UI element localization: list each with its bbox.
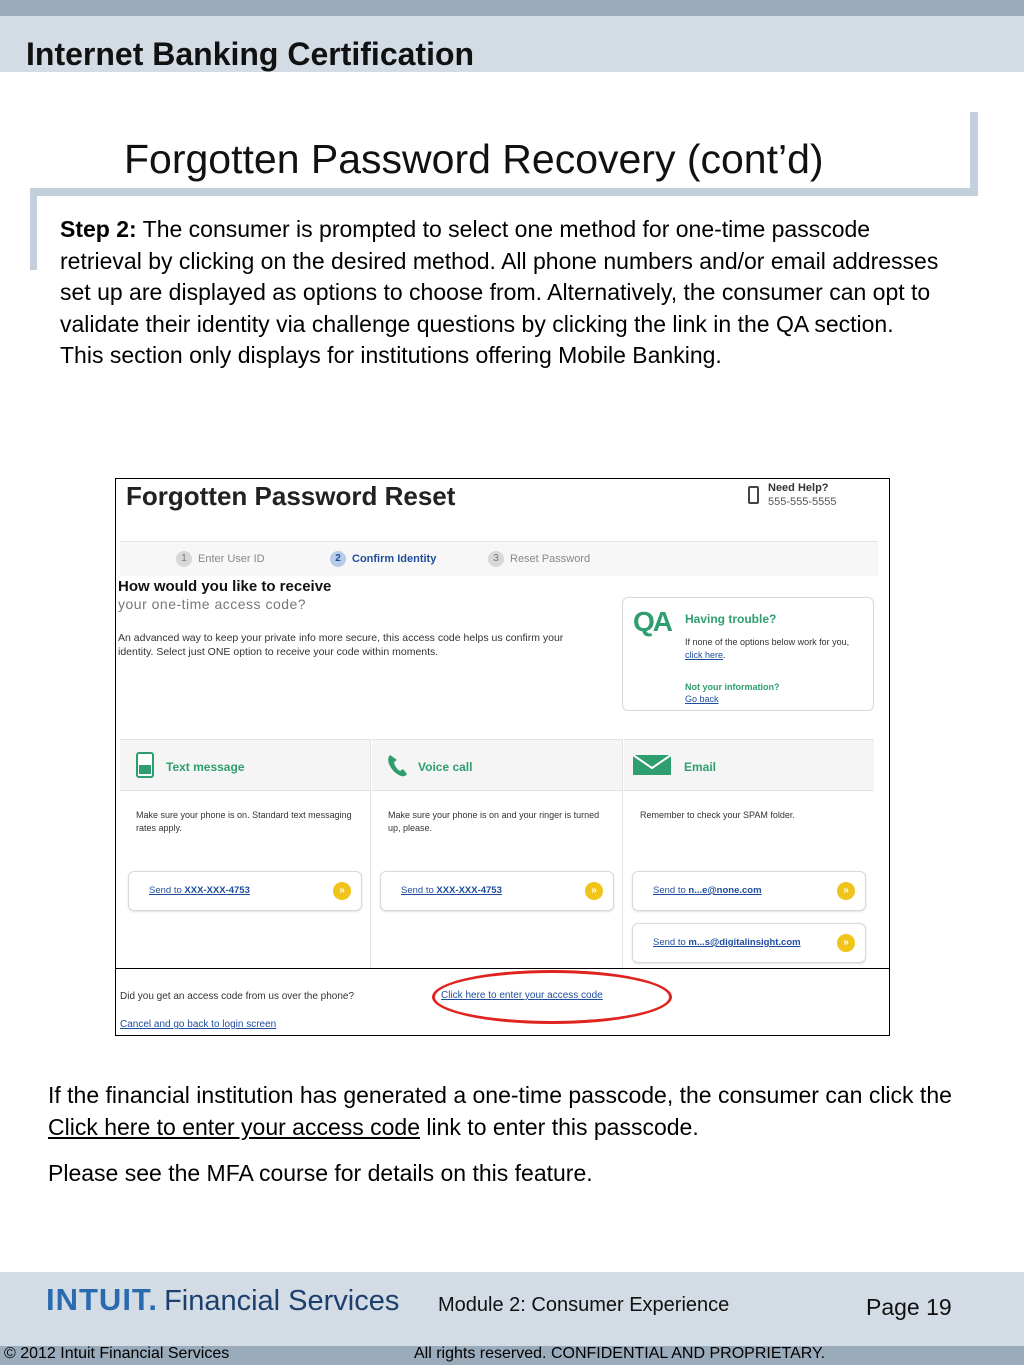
qa-title: Having trouble? <box>685 612 777 626</box>
send-prefix: Send to <box>653 885 689 896</box>
module-label: Module 2: Consumer Experience <box>438 1294 730 1316</box>
title-bracket-right <box>970 112 978 194</box>
step-note: This section only displays for institutions offering Mobile Banking. <box>60 342 722 368</box>
title-bracket-bottom <box>30 188 978 196</box>
step-label: Reset Password <box>510 552 591 565</box>
step-label: Enter User ID <box>198 552 265 565</box>
logo-text: Financial Services <box>164 1285 400 1317</box>
access-code-question: Did you get an access code from us over the phone? <box>120 991 355 1002</box>
step-label: Confirm Identity <box>352 552 437 565</box>
qa-panel <box>622 597 874 711</box>
mfa-paragraph: Please see the MFA course for details on this feature. <box>48 1160 593 1186</box>
send-prefix: Send to <box>653 937 689 948</box>
method-text: Make sure your phone is on. Standard text messaging rates apply. <box>136 810 352 833</box>
header-band <box>0 16 1024 72</box>
step-number: 1 <box>176 551 192 567</box>
qa-text-end: . <box>723 650 726 660</box>
paragraph-text: If the financial institution has generated a one-time passcode, the consumer can click the <box>48 1082 952 1108</box>
send-prefix: Send to <box>149 885 185 896</box>
step-reset-password <box>488 551 590 567</box>
qa-logo: QA <box>633 606 671 637</box>
step-number: 3 <box>488 551 504 567</box>
enter-access-code-link[interactable]: Click here to enter your access code <box>441 990 603 1001</box>
method-title: Text message <box>166 760 245 774</box>
send-label <box>149 885 250 896</box>
send-target: XXX-XXX-4753 <box>184 885 250 896</box>
send-target: m...s@digitalinsight.com <box>688 937 801 948</box>
step-label: Step 2: <box>60 216 137 242</box>
qa-text-body: If none of the options below work for you, <box>685 637 850 647</box>
method-title: Email <box>684 760 717 774</box>
send-label <box>401 885 502 896</box>
question-description: An advanced way to keep your private info more secure, this access code helps us confirm your identity. Select just ONE option to receive your code within moments. <box>118 632 564 658</box>
method-title: Voice call <box>418 760 473 774</box>
arrow-icon: » <box>333 882 351 900</box>
send-voice-button[interactable] <box>380 871 614 911</box>
send-text-button[interactable] <box>128 871 362 911</box>
top-bar <box>0 0 1024 16</box>
method-voice-call <box>372 739 623 969</box>
send-label <box>653 885 762 896</box>
qa-text <box>685 636 865 662</box>
progress-steps <box>120 541 878 576</box>
paragraph-text-end: link to enter this passcode. <box>420 1113 699 1140</box>
passcode-paragraph <box>48 1080 978 1143</box>
copyright: © 2012 Intuit Financial Services <box>4 1345 230 1362</box>
step-description <box>60 214 940 372</box>
send-email-2-button[interactable] <box>632 923 866 963</box>
method-text: Remember to check your SPAM folder. <box>640 810 795 820</box>
send-email-1-button[interactable] <box>632 871 866 911</box>
step-body: The consumer is prompted to select one method for one-time passcode retrieval by clicking on the desired method. All phone numbers and/or email addresses set up are displayed as options to choose from. Alternatively, the consumer can opt to validate their identity via challenge questions by clicking the link in the QA section. <box>60 216 939 337</box>
title-bracket-left <box>30 188 37 270</box>
intuit-logo <box>46 1282 399 1318</box>
phone-icon <box>748 486 759 504</box>
send-target: n...e@none.com <box>688 885 762 896</box>
method-header <box>624 739 874 791</box>
step-confirm-identity <box>330 551 436 567</box>
page-number: Page 19 <box>866 1294 952 1320</box>
step-number: 2 <box>330 551 346 567</box>
qa-not-your-info: Not your information? <box>685 682 780 692</box>
method-text: Make sure your phone is on and your ringer is turned up, please. <box>388 810 600 833</box>
cancel-link[interactable]: Cancel and go back to login screen <box>120 1019 277 1030</box>
qa-go-back-link[interactable]: Go back <box>685 694 719 704</box>
method-text-message <box>120 739 371 969</box>
arrow-icon: » <box>585 882 603 900</box>
envelope-icon <box>632 752 672 778</box>
send-prefix: Send to <box>401 885 437 896</box>
question-subheading: your one-time access code? <box>118 596 307 612</box>
phone-icon <box>134 752 156 778</box>
need-help-label: Need Help? <box>768 482 829 494</box>
need-help-phone: 555-555-5555 <box>768 496 837 508</box>
send-target: XXX-XXX-4753 <box>436 885 502 896</box>
logo-brand: INTUIT. <box>46 1282 159 1317</box>
slide-title: Forgotten Password Recovery (cont’d) <box>124 136 824 182</box>
access-code-link-reference: Click here to enter your access code <box>48 1113 421 1140</box>
highlight-oval <box>432 970 672 1024</box>
screenshot-title: Forgotten Password Reset <box>126 481 456 511</box>
qa-click-here-link[interactable]: click here <box>685 650 724 660</box>
arrow-icon: » <box>837 882 855 900</box>
rights-notice: All rights reserved. CONFIDENTIAL AND PROPRIETARY. <box>414 1345 826 1362</box>
handset-icon <box>386 752 408 778</box>
arrow-icon: » <box>837 934 855 952</box>
question-heading: How would you like to receive <box>118 578 332 595</box>
forgotten-password-screenshot <box>115 478 890 1036</box>
header-title: Internet Banking Certification <box>26 36 475 72</box>
method-header <box>120 739 370 791</box>
send-label <box>653 937 801 948</box>
method-header <box>372 739 622 791</box>
method-email <box>624 739 874 969</box>
step-enter-user-id <box>176 551 265 567</box>
